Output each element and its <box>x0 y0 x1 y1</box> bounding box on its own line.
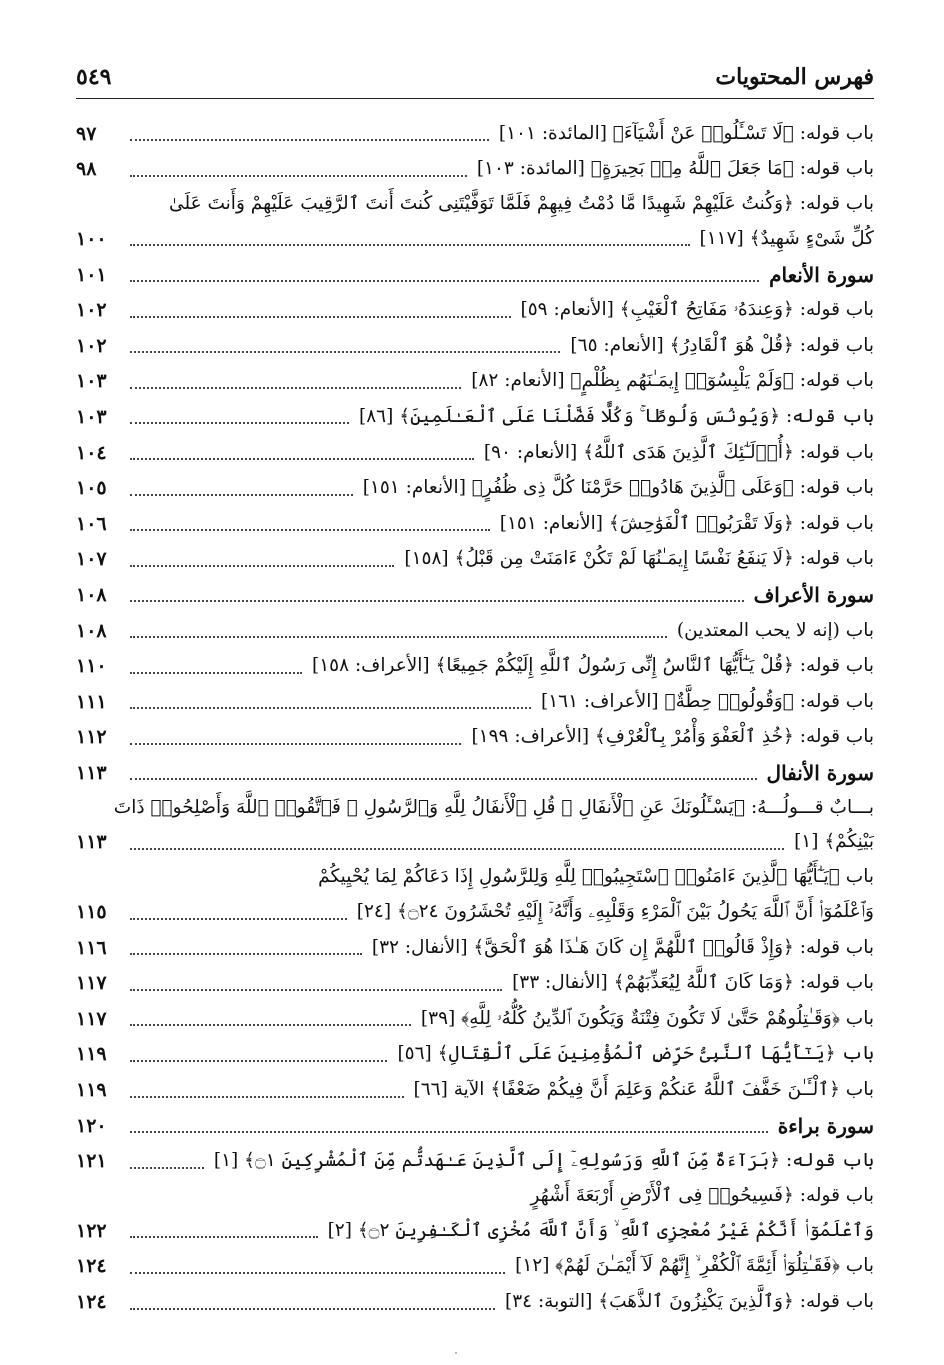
dot-leader <box>130 917 347 920</box>
entry-page-number: ١١٦ <box>76 936 107 959</box>
entry-page-number: ١١٩ <box>76 1079 107 1102</box>
entry-title: باب ﴿فَقَـٰتِلُوٓا۟ أَئِمَّةَ ٱلْكُفْرِ ۙ إِنَّهُمْ لَآ أَيْمَـٰنَ لَهُمْ﴾ [١٢] <box>515 1255 874 1277</box>
dot-leader <box>130 1307 495 1310</box>
toc-entry <box>76 1249 874 1285</box>
entry-title: باب قوله: ﴿قُلْ هُوَ ٱلْقَادِرُ﴾ [الأنعام: ٦٥] <box>570 334 874 356</box>
dot-leader <box>130 315 511 318</box>
toc-entry <box>76 542 874 578</box>
running-header <box>76 60 874 99</box>
entry-title: باب ﴿يَـٰٓأَيُّهَا ٱلَّذِينَ ءَامَنُوا۟ ٱسْتَجِيبُوا۟ لِلَّهِ وَلِلرَّسُولِ إِذَا دَعَاكُمْ لِمَا يُحْيِيكُمْ <box>318 866 874 888</box>
dot-leader <box>130 350 560 353</box>
toc-entry <box>76 328 874 364</box>
entry-title: باب (إنه لا يحب المعتدين) <box>676 619 874 641</box>
dot-leader <box>130 1130 768 1133</box>
toc-entry <box>76 1213 874 1249</box>
entry-title: باب قوله: ﴿لَا تَسْـَٔلُوا۟ عَنْ أَشْيَآءَ﴾ [المائدة: ١٠١] <box>498 122 874 144</box>
heading-title: سورة براءة <box>777 1113 874 1138</box>
entry-page-number: ١٠١ <box>76 263 107 286</box>
entry-title: باب قوله: ﴿خُذِ ٱلْعَفْوَ وَأْمُرْ بِٱلْعُرْفِ﴾ [الأعراف: ١٩٩] <box>471 726 874 748</box>
entry-page-number: ١١٠ <box>76 655 107 678</box>
toc-entry <box>76 613 874 649</box>
dot-leader <box>130 599 744 602</box>
toc-entry-continuation <box>76 791 874 825</box>
entry-title: بَيْنِكُمْ﴾ [١] <box>794 831 874 853</box>
entry-page-number: ١٢١ <box>76 1150 107 1173</box>
toc-entry-continuation <box>76 860 874 894</box>
toc-entry <box>76 116 874 152</box>
toc-entry <box>76 1037 874 1073</box>
entry-title: باب قوله: ﴿بَرَآءَةٌ مِّنَ ٱللَّهِ وَرَسُولِهِۦٓ إِلَى ٱلَّذِينَ عَـٰهَدتُّم مِّنَ ٱلْمُشْرِكِينَ ۝١﴾ [١] <box>213 1150 874 1172</box>
dot-leader <box>130 1271 505 1274</box>
entry-page-number: ١٠٠ <box>76 227 107 250</box>
toc-entry <box>76 1072 874 1108</box>
toc-entry <box>76 152 874 188</box>
entry-page-number: ١٠٣ <box>76 405 107 428</box>
entry-page-number: ١٢٢ <box>76 1219 107 1242</box>
entry-page-number: ١٢٤ <box>76 1255 107 1278</box>
dot-leader <box>130 1023 411 1026</box>
toc-entry <box>76 1001 874 1037</box>
dot-leader <box>130 952 362 955</box>
table-of-contents <box>76 116 874 1320</box>
toc-entry-continuation <box>76 187 874 221</box>
toc-entry <box>76 1284 874 1320</box>
entry-title: باب ﴿يَـٰٓأَيُّهَا ٱلنَّبِىُّ حَرِّضِ ٱلْمُؤْمِنِينَ عَلَى ٱلْقِتَالِ﴾ [٥٦] <box>397 1043 874 1065</box>
entry-page-number: ١٠٧ <box>76 548 107 571</box>
dot-leader <box>130 635 667 638</box>
entry-title: باب قوله: ﴿وَمَا كَانَ ٱللَّهُ لِيُعَذِّبَهُمْ﴾ [الأنفال: ٣٣] <box>512 972 874 994</box>
entry-page-number: ١٠٤ <box>76 441 107 464</box>
surah-heading <box>76 257 874 293</box>
dot-leader <box>130 1095 404 1098</box>
entry-page-number: ١١٢ <box>76 726 107 749</box>
entry-title: باب قوله: ﴿مَا جَعَلَ ٱللَّهُ مِنۢ بَحِيرَةٍ﴾ [المائدة: ١٠٣] <box>476 158 874 180</box>
dot-leader <box>130 847 784 850</box>
dot-leader <box>130 742 461 745</box>
entry-page-number: ١٠٢ <box>76 299 107 322</box>
toc-entry <box>76 894 874 930</box>
entry-title: باب قوله: ﴿وَعَلَى ٱلَّذِينَ هَادُوا۟ حَرَّمْنَا كُلَّ ذِى ظُفُرٍ﴾ [الأنعام: ١٥١] <box>362 477 874 499</box>
dot-leader <box>130 564 394 567</box>
entry-page-number: ١٠٨ <box>76 619 107 642</box>
toc-entry <box>76 720 874 756</box>
entry-page-number: ١١٣ <box>76 831 107 854</box>
dot-leader <box>130 138 489 141</box>
toc-entry <box>76 364 874 400</box>
entry-title: باب قوله: ﴿أُو۟لَـٰٓئِكَ ٱلَّذِينَ هَدَى ٱللَّهُ﴾ [الأنعام: ٩٠] <box>483 441 874 463</box>
dot-leader <box>130 174 467 177</box>
entry-title: باب قوله: ﴿لَا يَنفَعُ نَفْسًا إِيمَـٰنُهَا لَمْ تَكُنْ ءَامَنَتْ مِن قَبْلُ﴾ [١٥٨] <box>404 548 874 570</box>
toc-entry-continuation <box>76 1179 874 1213</box>
heading-title: سورة الأنعام <box>769 262 874 287</box>
entry-page-number: ١٢٤ <box>76 1291 107 1314</box>
entry-page-number: ١١٩ <box>76 1043 107 1066</box>
entry-title: وَٱعْلَمُوٓا۟ أَنَّ ٱللَّهَ يَحُولُ بَيْنَ ٱلْمَرْءِ وَقَلْبِهِۦ وَأَنَّهُۥٓ إِلَيْهِ تُحْشَرُونَ ۝٢٤﴾ [٢٤] <box>356 901 874 923</box>
entry-title: باب ﴿وَقَـٰتِلُوهُمْ حَتَّىٰ لَا تَكُونَ فِتْنَةٌ وَيَكُونَ ٱلدِّينُ كُلُّهُۥ لِلَّهِ﴾ [٣٩] <box>420 1007 874 1029</box>
surah-heading <box>76 1108 874 1144</box>
entry-title: باب قوله: ﴿وَٱلَّذِينَ يَكْنِزُونَ ٱلذَّهَبَ﴾ [التوبة: ٣٤] <box>504 1291 874 1313</box>
entry-page-number: ١١٥ <box>76 901 107 924</box>
dot-leader <box>130 1059 387 1062</box>
entry-title: وَٱعْلَمُوٓا۟ أَنَّكُمْ غَيْرُ مُعْجِزِى ٱللَّهِ ۙ وَأَنَّ ٱللَّهَ مُخْزِى ٱلْكَـٰفِرِينَ ۝٢﴾ [٢] <box>327 1219 874 1241</box>
dot-leader <box>130 243 690 246</box>
entry-page-number: ١٢٠ <box>76 1114 107 1137</box>
toc-entry <box>76 684 874 720</box>
entry-title: باب قوله: ﴿وَقُولُوا۟ حِطَّةٌ﴾ [الأعراف: ١٦١] <box>541 690 874 712</box>
dot-leader <box>130 1235 318 1238</box>
entry-title: باب ﴿ٱلْـَٔـٰنَ خَفَّفَ ٱللَّهُ عَنكُمْ وَعَلِمَ أَنَّ فِيكُمْ ضَعْفًا﴾ الآية [٦٦] <box>413 1079 874 1101</box>
entry-page-number: ٩٨ <box>76 158 97 181</box>
toc-entry <box>76 965 874 1001</box>
entry-title: بـــابٌ قـــولُـــهُ: ﴿يَسْـَٔلُونَكَ عَنِ ٱلْأَنفَالِ ۖ قُلِ ٱلْأَنفَالُ لِلَّهِ وَٱلرَّسُولِ ۖ فَٱتَّقُوا۟ ٱللَّهَ وَأَصْلِحُوا۟ ذَاتَ <box>113 796 874 818</box>
entry-page-number: ١١٧ <box>76 1007 107 1030</box>
dot-leader <box>130 421 349 424</box>
dot-leader <box>130 457 474 460</box>
entry-page-number: ١١٣ <box>76 761 107 784</box>
toc-entry <box>76 221 874 257</box>
dot-leader <box>130 528 490 531</box>
toc-entry <box>76 1143 874 1179</box>
entry-page-number: ١٠٥ <box>76 477 107 500</box>
entry-title: باب قوله: ﴿وَلَمْ يَلْبِسُوٓا۟ إِيمَـٰنَهُم بِظُلْمٍ﴾ [الأنعام: ٨٢] <box>471 370 874 392</box>
entry-title: باب قوله: ﴿وَعِندَهُۥ مَفَاتِحُ ٱلْغَيْبِ﴾ [الأنعام: ٥٩] <box>520 299 874 321</box>
dot-leader <box>130 671 302 674</box>
dot-leader <box>130 988 502 991</box>
toc-entry <box>76 470 874 506</box>
page-number: ٥٤٩ <box>76 64 112 90</box>
entry-page-number: ١١١ <box>76 690 107 713</box>
entry-title: باب قوله: ﴿وَلَا تَقْرَبُوا۟ ٱلْفَوَٰحِشَ﴾ [الأنعام: ١٥١] <box>499 512 874 534</box>
entry-page-number: ١٠٢ <box>76 334 107 357</box>
dot-leader <box>130 1166 204 1169</box>
print-speck <box>455 1352 457 1354</box>
entry-page-number: ١٠٨ <box>76 583 107 606</box>
toc-entry <box>76 292 874 328</box>
entry-title: باب قوله: ﴿وَكُنتُ عَلَيْهِمْ شَهِيدًا مَّا دُمْتُ فِيهِمْ فَلَمَّا تَوَفَّيْتَنِى كُنتَ أَنتَ ٱلرَّقِيبَ عَلَيْهِمْ وَأَنتَ عَلَىٰ <box>169 193 874 215</box>
dot-leader <box>130 386 461 389</box>
toc-entry <box>76 825 874 861</box>
dot-leader <box>130 777 757 780</box>
dot-leader <box>130 279 759 282</box>
entry-title: باب قوله: ﴿وَإِذْ قَالُوا۟ ٱللَّهُمَّ إِن كَانَ هَـٰذَا هُوَ ٱلْحَقَّ﴾ [الأنفال: ٣٢] <box>371 936 874 958</box>
entry-page-number: ١٠٣ <box>76 370 107 393</box>
dot-leader <box>130 493 353 496</box>
entry-title: باب قوله: ﴿فَسِيحُوا۟ فِى ٱلْأَرْضِ أَرْبَعَةَ أَشْهُرٍ <box>530 1185 874 1207</box>
toc-entry <box>76 399 874 435</box>
heading-title: سورة الأعراف <box>753 582 874 607</box>
entry-title: باب قوله: ﴿قُلْ يَـٰٓأَيُّهَا ٱلنَّاسُ إِنِّى رَسُولُ ٱللَّهِ إِلَيْكُمْ جَمِيعًا﴾ [الأعراف: ١٥٨] <box>312 655 874 677</box>
dot-leader <box>130 706 531 709</box>
entry-page-number: ١١٧ <box>76 972 107 995</box>
entry-page-number: ٩٧ <box>76 122 97 145</box>
entry-page-number: ١٠٦ <box>76 512 107 535</box>
toc-entry <box>76 506 874 542</box>
toc-entry <box>76 435 874 471</box>
heading-title: سورة الأنفال <box>766 760 874 785</box>
surah-heading <box>76 577 874 613</box>
entry-title: كُلِّ شَىْءٍ شَهِيدٌ﴾ [١١٧] <box>699 227 874 249</box>
surah-heading <box>76 755 874 791</box>
page-title: فهرس المحتويات <box>715 64 874 90</box>
entry-title: باب قوله: ﴿وَيُونُسَ وَلُوطًا ۚ وَكُلًّا فَضَّلْنَا عَلَى ٱلْعَـٰلَمِينَ﴾ [٨٦] <box>359 405 874 427</box>
toc-entry <box>76 930 874 966</box>
toc-entry <box>76 648 874 684</box>
